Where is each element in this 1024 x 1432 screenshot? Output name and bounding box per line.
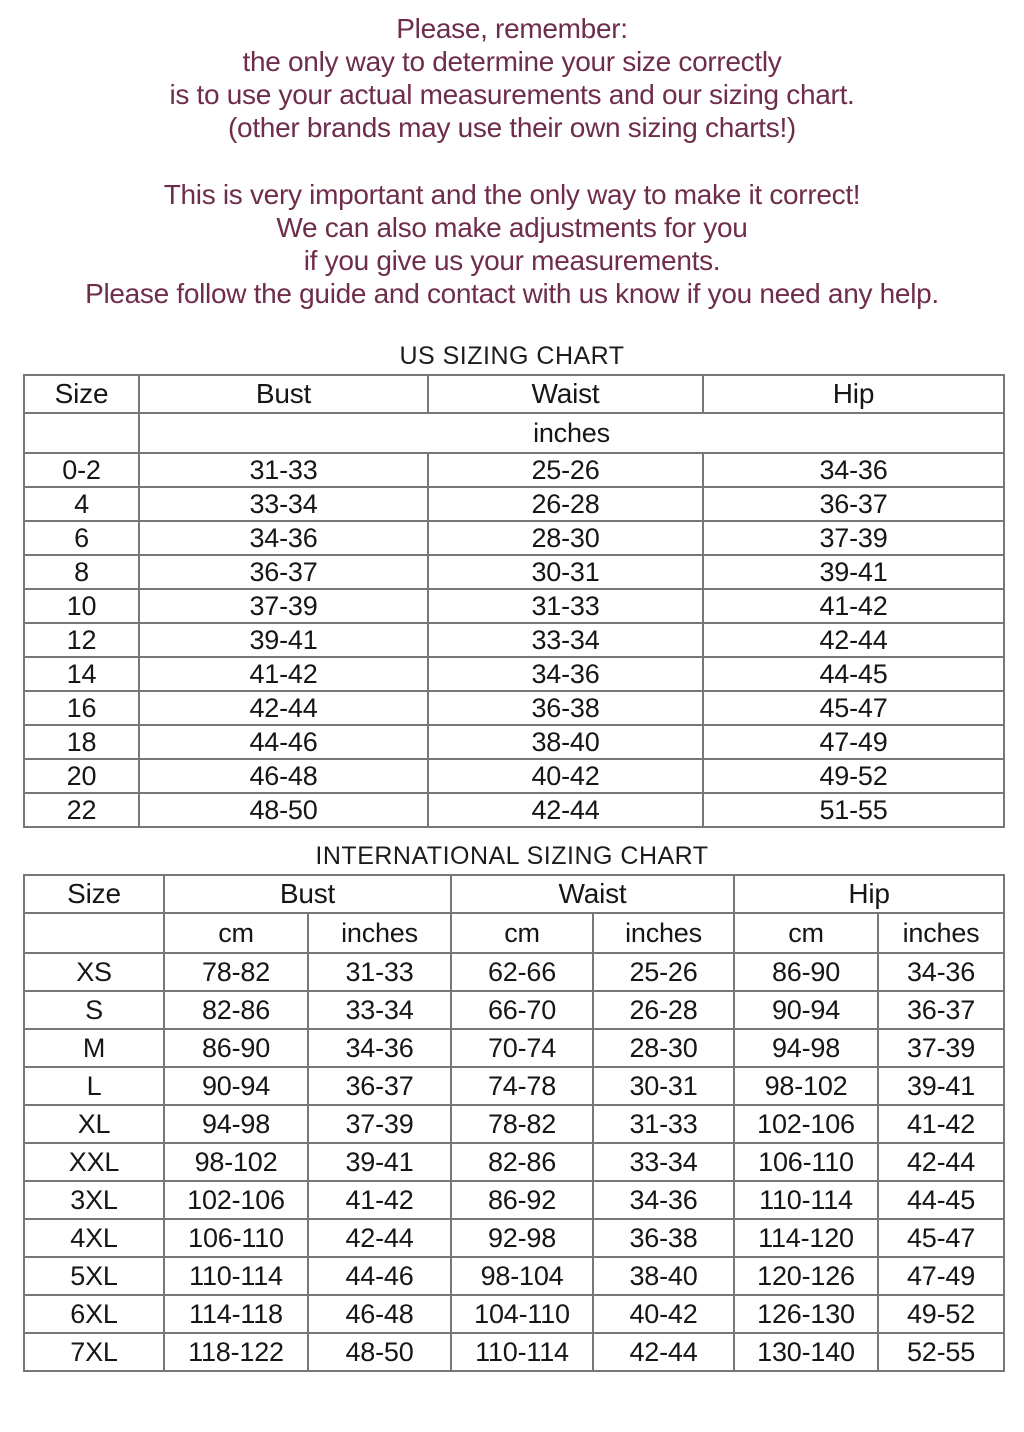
international-chart-title: INTERNATIONAL SIZING CHART — [315, 842, 709, 870]
cell-hip_cm: 130-140 — [734, 1333, 878, 1371]
intl-unit-row — [24, 913, 1004, 953]
cell-hip: 37-39 — [703, 521, 1004, 555]
unit-label-cm: cm — [734, 913, 878, 953]
cell-waist_cm: 70-74 — [451, 1029, 593, 1067]
cell-size: 6XL — [24, 1295, 164, 1333]
cell-waist_cm: 92-98 — [451, 1219, 593, 1257]
cell-bust: 31-33 — [139, 453, 428, 487]
intro-line: This is very important and the only way to make it correct! — [163, 179, 861, 210]
column-header-size: Size — [24, 375, 139, 413]
cell-waist_cm: 104-110 — [451, 1295, 593, 1333]
cell-hip: 39-41 — [703, 555, 1004, 589]
table-row — [24, 953, 1004, 991]
cell-size: 10 — [24, 589, 139, 623]
cell-bust_in: 44-46 — [308, 1257, 451, 1295]
cell-hip: 44-45 — [703, 657, 1004, 691]
cell-waist_cm: 66-70 — [451, 991, 593, 1029]
cell-bust_in: 36-37 — [308, 1067, 451, 1105]
column-header-size: Size — [24, 875, 164, 913]
table-row — [24, 691, 1004, 725]
us-sizing-table — [23, 374, 1005, 828]
cell-bust: 37-39 — [139, 589, 428, 623]
cell-size: XXL — [24, 1143, 164, 1181]
intro-line: if you give us your measurements. — [303, 245, 721, 276]
table-row — [24, 1143, 1004, 1181]
cell-waist: 42-44 — [428, 793, 703, 827]
cell-bust_in: 39-41 — [308, 1143, 451, 1181]
intro-line: Please, remember: — [396, 13, 628, 44]
cell-bust_cm: 102-106 — [164, 1181, 308, 1219]
cell-waist_cm: 78-82 — [451, 1105, 593, 1143]
cell-hip: 51-55 — [703, 793, 1004, 827]
us-chart-title: US SIZING CHART — [399, 342, 625, 370]
cell-hip: 47-49 — [703, 725, 1004, 759]
table-row — [24, 555, 1004, 589]
cell-bust: 36-37 — [139, 555, 428, 589]
cell-hip_in: 52-55 — [878, 1333, 1004, 1371]
cell-hip_in: 42-44 — [878, 1143, 1004, 1181]
cell-bust_in: 37-39 — [308, 1105, 451, 1143]
unit-label-inches: inches — [308, 913, 451, 953]
cell-size: 6 — [24, 521, 139, 555]
cell-bust_cm: 98-102 — [164, 1143, 308, 1181]
unit-label-inches: inches — [878, 913, 1004, 953]
column-header-hip: Hip — [734, 875, 1004, 913]
cell-hip_in: 41-42 — [878, 1105, 1004, 1143]
cell-waist_cm: 110-114 — [451, 1333, 593, 1371]
table-row — [24, 1333, 1004, 1371]
cell-waist_in: 25-26 — [593, 953, 734, 991]
cell-bust_in: 46-48 — [308, 1295, 451, 1333]
cell-hip: 41-42 — [703, 589, 1004, 623]
cell-hip: 36-37 — [703, 487, 1004, 521]
cell-hip_in: 37-39 — [878, 1029, 1004, 1067]
table-row — [24, 1219, 1004, 1257]
empty-cell — [24, 913, 164, 953]
intro-line: (other brands may use their own sizing charts!) — [228, 112, 796, 143]
cell-waist_cm: 62-66 — [451, 953, 593, 991]
cell-waist: 26-28 — [428, 487, 703, 521]
cell-bust_in: 31-33 — [308, 953, 451, 991]
table-row — [24, 1105, 1004, 1143]
cell-waist: 38-40 — [428, 725, 703, 759]
cell-hip_cm: 110-114 — [734, 1181, 878, 1219]
cell-hip_cm: 114-120 — [734, 1219, 878, 1257]
cell-size: 5XL — [24, 1257, 164, 1295]
table-row — [24, 453, 1004, 487]
cell-size: 4 — [24, 487, 139, 521]
cell-hip: 49-52 — [703, 759, 1004, 793]
cell-bust_cm: 106-110 — [164, 1219, 308, 1257]
cell-waist: 30-31 — [428, 555, 703, 589]
cell-hip_in: 44-45 — [878, 1181, 1004, 1219]
table-row — [24, 1257, 1004, 1295]
cell-waist: 25-26 — [428, 453, 703, 487]
cell-hip_in: 34-36 — [878, 953, 1004, 991]
cell-size: 16 — [24, 691, 139, 725]
cell-bust: 33-34 — [139, 487, 428, 521]
table-row — [24, 991, 1004, 1029]
cell-bust: 39-41 — [139, 623, 428, 657]
cell-hip_cm: 94-98 — [734, 1029, 878, 1067]
intro-line: We can also make adjustments for you — [276, 212, 748, 243]
unit-label-cm: cm — [451, 913, 593, 953]
cell-hip_in: 36-37 — [878, 991, 1004, 1029]
cell-bust_cm: 86-90 — [164, 1029, 308, 1067]
cell-size: XS — [24, 953, 164, 991]
cell-waist_cm: 74-78 — [451, 1067, 593, 1105]
column-header-waist: Waist — [451, 875, 734, 913]
intro-line: the only way to determine your size correctly — [242, 46, 782, 77]
cell-size: L — [24, 1067, 164, 1105]
unit-label-inches: inches — [593, 913, 734, 953]
cell-waist: 36-38 — [428, 691, 703, 725]
cell-waist: 34-36 — [428, 657, 703, 691]
cell-hip_cm: 98-102 — [734, 1067, 878, 1105]
cell-hip: 34-36 — [703, 453, 1004, 487]
cell-bust: 41-42 — [139, 657, 428, 691]
cell-waist_in: 40-42 — [593, 1295, 734, 1333]
cell-waist_in: 42-44 — [593, 1333, 734, 1371]
cell-bust_cm: 110-114 — [164, 1257, 308, 1295]
empty-cell — [24, 413, 139, 453]
cell-waist_in: 34-36 — [593, 1181, 734, 1219]
cell-bust: 42-44 — [139, 691, 428, 725]
table-row — [24, 793, 1004, 827]
table-row — [24, 759, 1004, 793]
cell-bust_cm: 94-98 — [164, 1105, 308, 1143]
cell-bust: 44-46 — [139, 725, 428, 759]
table-row — [24, 487, 1004, 521]
cell-waist_cm: 98-104 — [451, 1257, 593, 1295]
cell-bust_in: 48-50 — [308, 1333, 451, 1371]
cell-hip_cm: 86-90 — [734, 953, 878, 991]
cell-hip_cm: 90-94 — [734, 991, 878, 1029]
unit-label-inches: inches — [139, 413, 1004, 453]
intl-header-row — [24, 875, 1004, 913]
cell-hip_cm: 106-110 — [734, 1143, 878, 1181]
cell-bust_in: 34-36 — [308, 1029, 451, 1067]
cell-bust_cm: 78-82 — [164, 953, 308, 991]
us-unit-row — [24, 413, 1004, 453]
cell-hip: 45-47 — [703, 691, 1004, 725]
cell-bust: 46-48 — [139, 759, 428, 793]
intro-line: Please follow the guide and contact with us know if you need any help. — [85, 278, 939, 309]
column-header-bust: Bust — [164, 875, 451, 913]
cell-size: 14 — [24, 657, 139, 691]
cell-size: 8 — [24, 555, 139, 589]
unit-label-cm: cm — [164, 913, 308, 953]
table-row — [24, 1295, 1004, 1333]
cell-size: S — [24, 991, 164, 1029]
international-sizing-table — [23, 874, 1005, 1372]
table-row — [24, 589, 1004, 623]
cell-bust_in: 41-42 — [308, 1181, 451, 1219]
table-row — [24, 521, 1004, 555]
cell-bust_cm: 90-94 — [164, 1067, 308, 1105]
paragraph-gap — [0, 144, 1024, 178]
cell-hip_in: 39-41 — [878, 1067, 1004, 1105]
us-header-row — [24, 375, 1004, 413]
cell-hip_in: 47-49 — [878, 1257, 1004, 1295]
cell-waist_in: 30-31 — [593, 1067, 734, 1105]
column-header-hip: Hip — [703, 375, 1004, 413]
cell-waist: 33-34 — [428, 623, 703, 657]
cell-waist_in: 28-30 — [593, 1029, 734, 1067]
cell-waist_in: 31-33 — [593, 1105, 734, 1143]
table-row — [24, 657, 1004, 691]
cell-size: M — [24, 1029, 164, 1067]
cell-hip: 42-44 — [703, 623, 1004, 657]
cell-hip_cm: 126-130 — [734, 1295, 878, 1333]
cell-waist_in: 38-40 — [593, 1257, 734, 1295]
cell-waist: 40-42 — [428, 759, 703, 793]
cell-waist_cm: 86-92 — [451, 1181, 593, 1219]
cell-waist_in: 33-34 — [593, 1143, 734, 1181]
intro-line: is to use your actual measurements and our sizing chart. — [169, 79, 855, 110]
cell-bust: 34-36 — [139, 521, 428, 555]
cell-waist: 31-33 — [428, 589, 703, 623]
cell-size: 20 — [24, 759, 139, 793]
cell-size: 18 — [24, 725, 139, 759]
cell-size: 4XL — [24, 1219, 164, 1257]
cell-hip_cm: 120-126 — [734, 1257, 878, 1295]
cell-bust: 48-50 — [139, 793, 428, 827]
table-row — [24, 623, 1004, 657]
cell-bust_cm: 114-118 — [164, 1295, 308, 1333]
cell-size: 3XL — [24, 1181, 164, 1219]
table-row — [24, 1181, 1004, 1219]
cell-size: 7XL — [24, 1333, 164, 1371]
cell-bust_in: 42-44 — [308, 1219, 451, 1257]
cell-size: 22 — [24, 793, 139, 827]
cell-waist_in: 26-28 — [593, 991, 734, 1029]
cell-waist_in: 36-38 — [593, 1219, 734, 1257]
cell-size: 12 — [24, 623, 139, 657]
table-row — [24, 1067, 1004, 1105]
cell-size: 0-2 — [24, 453, 139, 487]
column-header-bust: Bust — [139, 375, 428, 413]
cell-hip_in: 49-52 — [878, 1295, 1004, 1333]
cell-waist: 28-30 — [428, 521, 703, 555]
cell-hip_in: 45-47 — [878, 1219, 1004, 1257]
table-row — [24, 1029, 1004, 1067]
cell-bust_in: 33-34 — [308, 991, 451, 1029]
cell-bust_cm: 118-122 — [164, 1333, 308, 1371]
table-row — [24, 725, 1004, 759]
intro-text — [0, 0, 1024, 310]
cell-size: XL — [24, 1105, 164, 1143]
column-header-waist: Waist — [428, 375, 703, 413]
cell-bust_cm: 82-86 — [164, 991, 308, 1029]
cell-hip_cm: 102-106 — [734, 1105, 878, 1143]
cell-waist_cm: 82-86 — [451, 1143, 593, 1181]
